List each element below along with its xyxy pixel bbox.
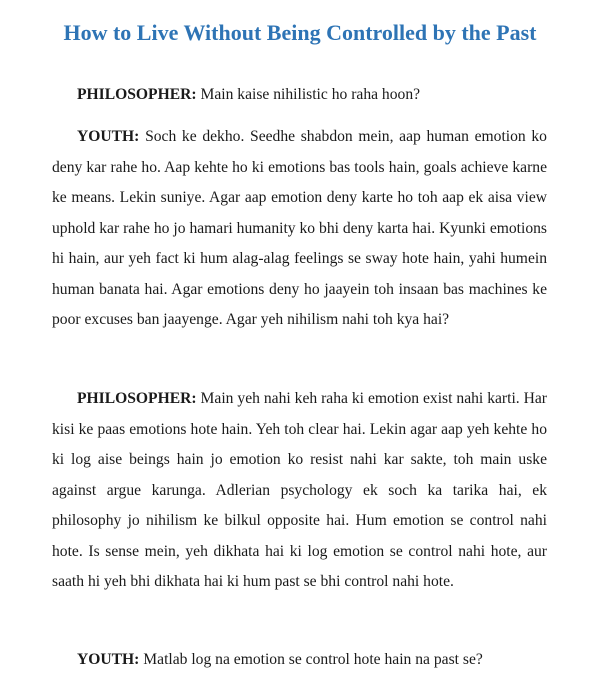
dialogue-text: Soch ke dekho. Seedhe shabdon mein, aap human emotion ko deny kar rahe ho. Aap kehte ho ki emotions bas tools hain, goals achieve karne ke means. Lekin suniye. Agar aap emotion deny karte ho toh aap ek aisa view uphold kar rahe ho jo hamari humanity ko bhi deny karta hai. Kyunki emotions hi hain, aur yeh fact ki hum alag-alag feelings se sway hote hain, yahi humein human banata hai. Agar emotions deny ho jaayein toh insaan bas machines ke poor excuses ban jaayenge. Agar yeh nihilism nahi toh kya hai?: [52, 128, 547, 328]
dialogue-text: Main kaise nihilistic ho raha hoon?: [200, 86, 421, 103]
dialogue-paragraph: [52, 80, 547, 111]
speaker-label: PHILOSOPHER:: [77, 390, 197, 407]
speaker-label: YOUTH:: [77, 128, 140, 145]
dialogue-text: Main yeh nahi keh raha ki emotion exist nahi karti. Har kisi ke paas emotions hote hain. Yeh toh clear hai. Lekin agar aap yeh kehte ho ki log aise beings hain jo emotion ko resist nahi kar sakte, toh main uske against argue karunga. Adlerian psychology ek soch ka tarika hai, ek philosophy jo nihilism ke bilkul opposite hai. Hum emotion se control nahi hote. Is sense mein, yeh dikhata hai ki log emotion se control nahi hote, aur saath hi yeh bhi dikhata hai ki hum past se bhi control nahi hote.: [52, 390, 547, 590]
speaker-label: PHILOSOPHER:: [77, 86, 197, 103]
dialogue-paragraph: [52, 384, 547, 598]
dialogue-text: Matlab log na emotion se control hote hain na past se?: [143, 651, 483, 668]
dialogue-paragraph: [52, 645, 547, 676]
dialogue-paragraph: [52, 122, 547, 336]
speaker-label: YOUTH:: [77, 651, 140, 668]
page-title: How to Live Without Being Controlled by the Past: [63, 20, 537, 45]
